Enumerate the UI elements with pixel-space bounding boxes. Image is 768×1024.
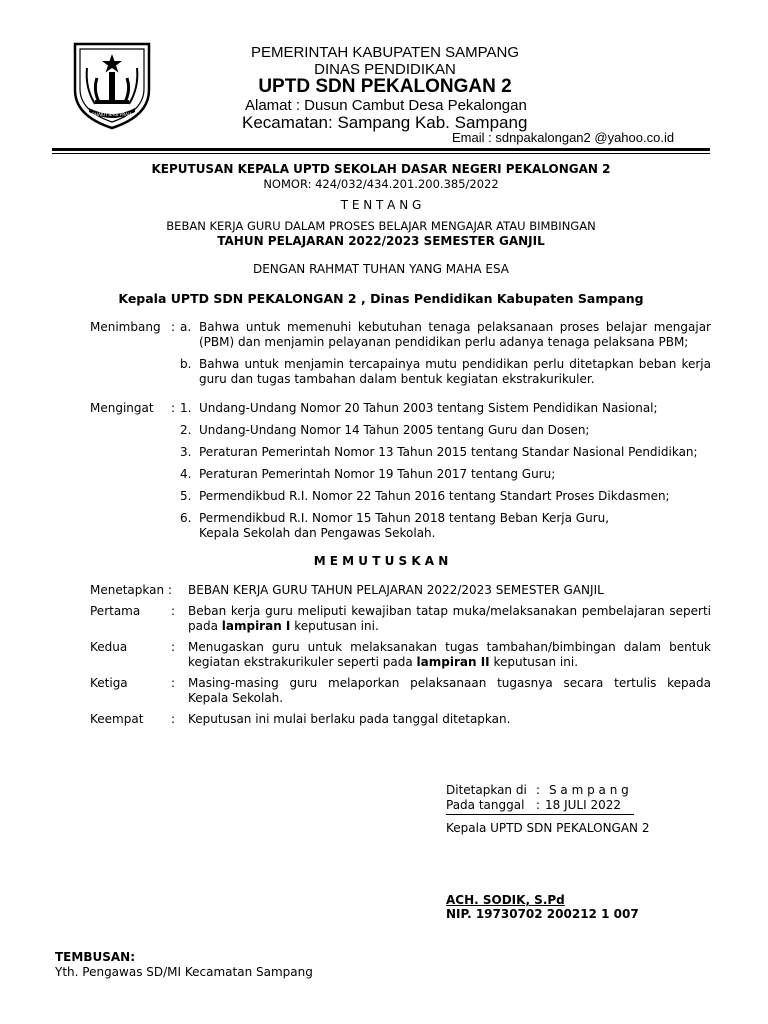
mengingat-item-3: Peraturan Pemerintah Nomor 13 Tahun 2015 tentang Standar Nasional Pendidikan; — [199, 445, 698, 459]
kedua-line2: kegiatan ekstrakurikuler seperti pada lampiran II keputusan ini. — [188, 655, 579, 669]
signer-position: Kepala UPTD SDN PEKALONGAN 2 — [446, 821, 650, 835]
school-district: Kecamatan: Sampang Kab. Sampang — [242, 113, 528, 132]
svg-text:BHAKTI BAGI PRAJA: BHAKTI BAGI PRAJA — [91, 112, 133, 117]
mengingat-item-6: Permendikbud R.I. Nomor 15 Tahun 2018 tentang Beban Kerja Guru, — [199, 511, 610, 525]
ketiga-label: Ketiga — [90, 676, 128, 690]
tembusan-recipient: Yth. Pengawas SD/MI Kecamatan Sampang — [55, 965, 313, 979]
mengingat-item-5: Permendikbud R.I. Nomor 22 Tahun 2016 tentang Standart Proses Dikdasmen; — [199, 489, 670, 503]
decree-number: NOMOR: 424/032/434.201.200.385/2022 — [263, 177, 499, 191]
pertama-label: Pertama — [90, 604, 141, 618]
menimbang-marker-a: a. — [180, 320, 192, 334]
letterhead-divider-thin — [52, 153, 710, 154]
menimbang-a-line1: Bahwa untuk memenuhi kebutuhan tenaga pelaksanaan proses belajar mengajar — [199, 320, 711, 334]
decree-title: KEPUTUSAN KEPALA UPTD SEKOLAH DASAR NEGERI PEKALONGAN 2 — [151, 162, 611, 176]
mengingat-marker-1: 1. — [180, 401, 192, 415]
tentang-heading: T E N T A N G — [340, 198, 422, 212]
letterhead-divider-thick — [52, 148, 710, 151]
kedua-label: Kedua — [90, 640, 128, 654]
menimbang-a-line2: (PBM) dan menjamin pelayanan pendidikan perlu adanya tenaga pelaksana PBM; — [199, 335, 689, 349]
keempat-label: Keempat — [90, 712, 144, 726]
mengingat-marker-5: 5. — [180, 489, 192, 503]
mengingat-item-6-line2: Kepala Sekolah dan Pengawas Sekolah. — [199, 526, 436, 540]
subject-line-1: BEBAN KERJA GURU DALAM PROSES BELAJAR MENGAJAR ATAU BIMBINGAN — [166, 219, 596, 233]
place-sep: : — [536, 783, 541, 797]
sampang-emblem-logo — [69, 38, 155, 130]
menetapkan-text: BEBAN KERJA GURU TAHUN PELAJARAN 2022/2023 SEMESTER GANJIL — [188, 583, 604, 597]
menetapkan-label: Menetapkan : — [90, 583, 172, 597]
date-sep: : — [536, 798, 541, 812]
kedua-colon: : — [171, 640, 176, 654]
mengingat-marker-4: 4. — [180, 467, 192, 481]
mengingat-label: Mengingat — [90, 401, 154, 415]
mengingat-marker-2: 2. — [180, 423, 192, 437]
menimbang-label: Menimbang — [90, 320, 161, 334]
subject-line-2: TAHUN PELAJARAN 2022/2023 SEMESTER GANJIL — [217, 234, 545, 248]
signer-nip: NIP. 19730702 200212 1 007 — [446, 907, 639, 921]
menimbang-marker-b: b. — [180, 357, 192, 371]
lampiran-i-ref: lampiran I — [221, 619, 291, 633]
mengingat-colon: : — [171, 401, 176, 415]
mengingat-item-1: Undang-Undang Nomor 20 Tahun 2003 tentang Sistem Pendidikan Nasional; — [199, 401, 658, 415]
school-name: UPTD SDN PEKALONGAN 2 — [258, 76, 512, 97]
signer-name: ACH. SODIK, S.Pd — [446, 893, 565, 907]
keempat-text: Keputusan ini mulai berlaku pada tanggal ditetapkan. — [188, 712, 511, 726]
keempat-colon: : — [171, 712, 176, 726]
mengingat-marker-6: 6. — [180, 511, 192, 525]
ketiga-line1: Masing-masing guru melaporkan pelaksanaan tugasnya secara tertulis kepada — [188, 676, 711, 690]
government-name: PEMERINTAH KABUPATEN SAMPANG — [250, 44, 520, 61]
menimbang-b-line1: Bahwa untuk menjamin tercapainya mutu pendidikan perlu ditetapkan beban kerja — [199, 357, 711, 371]
pertama-colon: : — [171, 604, 176, 618]
kedua-line1: Menugaskan guru untuk melaksanakan tugas tambahan/bimbingan dalam bentuk — [188, 640, 711, 654]
lampiran-ii-ref: lampiran II — [416, 655, 490, 669]
tembusan-label: TEMBUSAN: — [55, 950, 135, 964]
date-label: Pada tanggal — [446, 798, 525, 812]
mengingat-item-4: Peraturan Pemerintah Nomor 19 Tahun 2017 tentang Guru; — [199, 467, 556, 481]
date-underline — [446, 814, 634, 815]
place-value: S a m p a n g — [549, 783, 629, 797]
pertama-line2: pada lampiran I keputusan ini. — [188, 619, 379, 633]
authority-line: Kepala UPTD SDN PEKALONGAN 2 , Dinas Pendidikan Kabupaten Sampang — [118, 291, 644, 306]
date-value: 18 JULI 2022 — [545, 798, 621, 812]
blessing-line: DENGAN RAHMAT TUHAN YANG MAHA ESA — [252, 262, 510, 276]
menimbang-colon: : — [171, 320, 176, 334]
ketiga-colon: : — [171, 676, 176, 690]
school-email: Email : sdnpakalongan2 @yahoo.co.id — [452, 130, 675, 145]
mengingat-item-2: Undang-Undang Nomor 14 Tahun 2005 tentang Guru dan Dosen; — [199, 423, 590, 437]
ketiga-line2: Kepala Sekolah. — [188, 691, 284, 705]
menimbang-b-line2: guru dan tugas tambahan dalam bentuk kegiatan ekstrakurikuler. — [199, 372, 595, 386]
memutuskan-heading: M E M U T U S K A N — [313, 554, 449, 568]
department-name: DINAS PENDIDIKAN — [314, 61, 456, 78]
school-address: Alamat : Dusun Cambut Desa Pekalongan — [245, 97, 527, 114]
place-label: Ditetapkan di — [446, 783, 527, 797]
pertama-line1: Beban kerja guru meliputi kewajiban tatap muka/melaksanakan pembelajaran seperti — [188, 604, 711, 618]
mengingat-marker-3: 3. — [180, 445, 192, 459]
